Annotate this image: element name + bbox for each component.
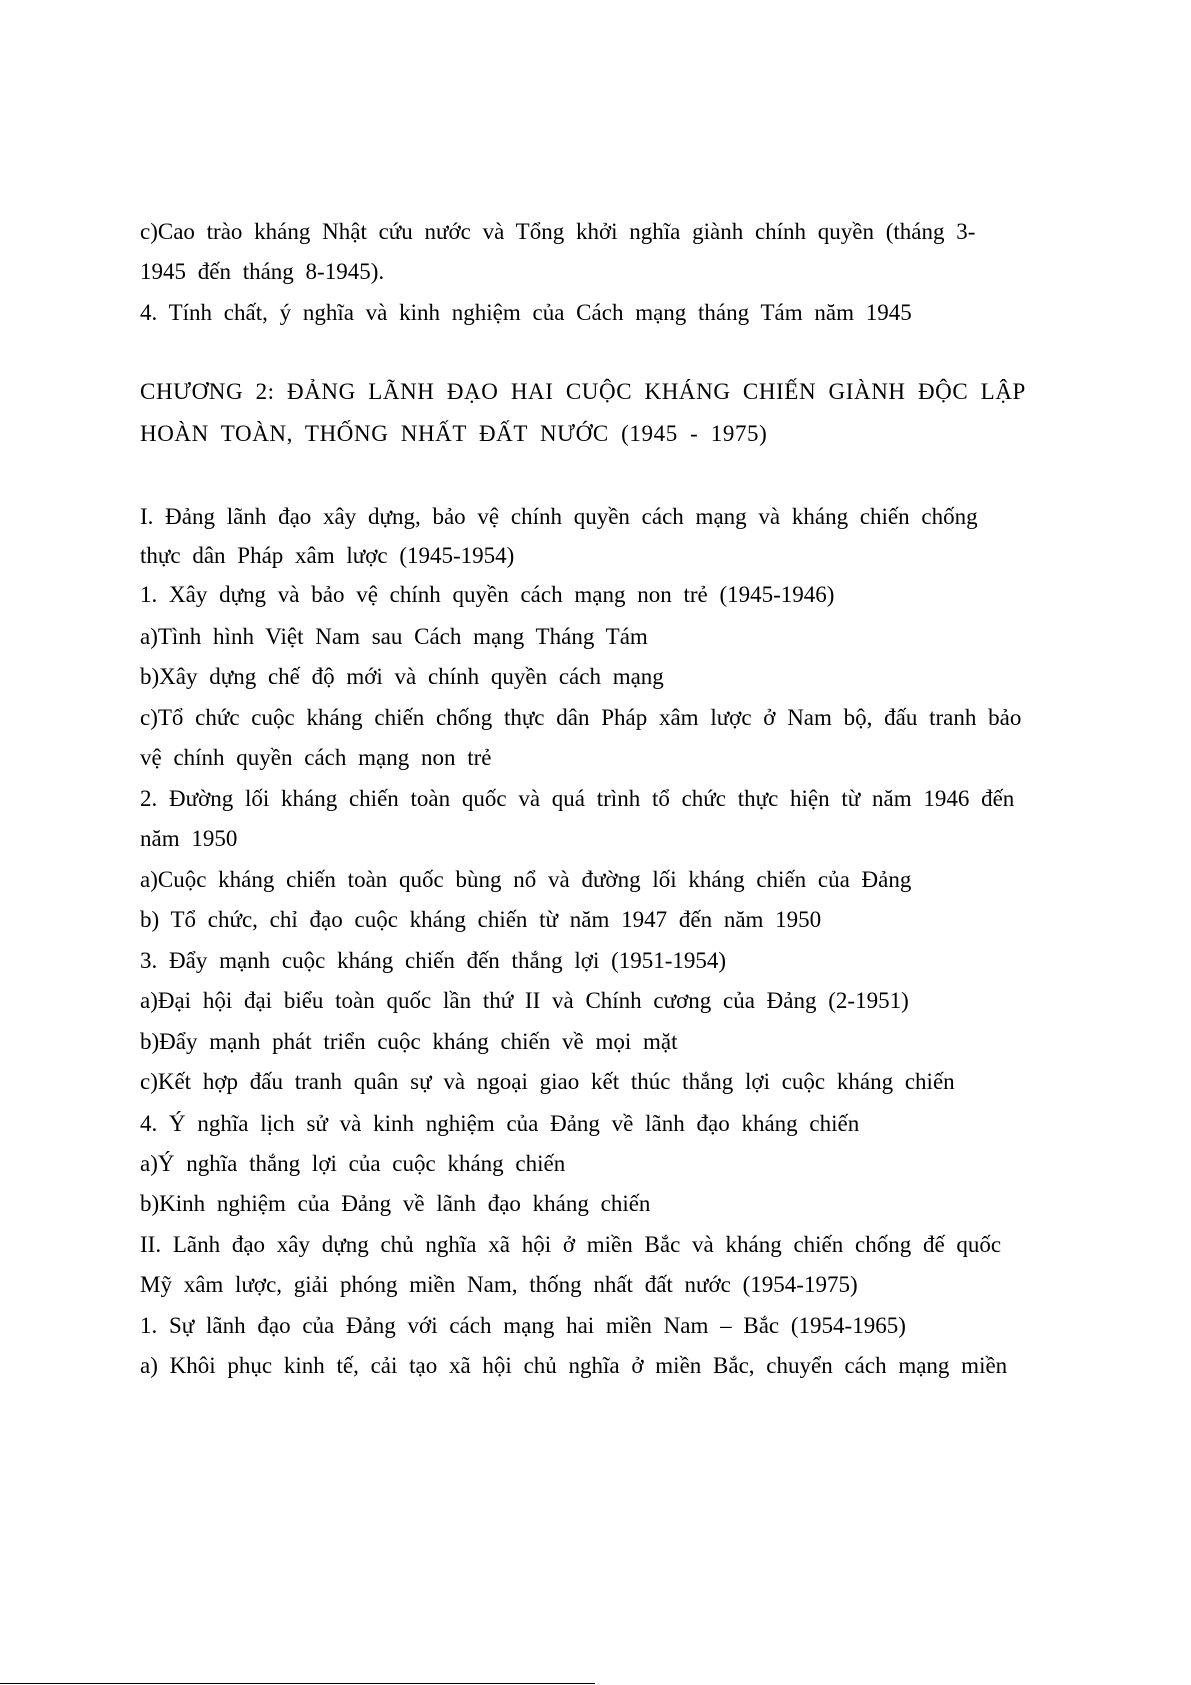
text-line-21: 4. Ý nghĩa lịch sử và kinh nghiệm của Đảng về lãnh đạo kháng chiến bbox=[140, 1111, 860, 1136]
text-line-18: a)Đại hội đại biểu toàn quốc lần thứ II và Chính cương của Đảng (2-1951) bbox=[140, 988, 909, 1013]
text-line-11: c)Tổ chức cuộc kháng chiến chống thực dân Pháp xâm lược ở Nam bộ, đấu tranh bảo bbox=[140, 705, 1022, 730]
text-line-6: I. Đảng lãnh đạo xây dựng, bảo vệ chính quyền cách mạng và kháng chiến chống bbox=[140, 504, 978, 529]
text-line-27: a) Khôi phục kinh tế, cải tạo xã hội chủ nghĩa ở miền Bắc, chuyển cách mạng miền bbox=[140, 1353, 1008, 1378]
text-line-26: 1. Sự lãnh đạo của Đảng với cách mạng hai miền Nam – Bắc (1954-1965) bbox=[140, 1313, 906, 1338]
text-line-14: năm 1950 bbox=[140, 826, 238, 851]
chapter-heading-line-1: CHƯƠNG 2: ĐẢNG LÃNH ĐẠO HAI CUỘC KHÁNG CHIẾN GIÀNH ĐỘC LẬP bbox=[140, 379, 1026, 404]
text-line-23: b)Kinh nghiệm của Đảng về lãnh đạo kháng chiến bbox=[140, 1191, 651, 1216]
chapter-heading-line-2: HOÀN TOÀN, THỐNG NHẤT ĐẤT NƯỚC (1945 - 1975) bbox=[140, 421, 768, 446]
text-line-17: 3. Đẩy mạnh cuộc kháng chiến đến thắng lợi (1951-1954) bbox=[140, 948, 727, 973]
text-line-19: b)Đẩy mạnh phát triển cuộc kháng chiến về mọi mặt bbox=[140, 1029, 678, 1054]
text-line-13: 2. Đường lối kháng chiến toàn quốc và quá trình tổ chức thực hiện từ năm 1946 đến bbox=[140, 786, 1015, 811]
text-line-8: 1. Xây dựng và bảo vệ chính quyền cách mạng non trẻ (1945-1946) bbox=[140, 582, 835, 607]
text-line-25: Mỹ xâm lược, giải phóng miền Nam, thống nhất đất nước (1954-1975) bbox=[140, 1272, 858, 1297]
text-line-9: a)Tình hình Việt Nam sau Cách mạng Tháng Tám bbox=[140, 624, 648, 649]
text-line-24: II. Lãnh đạo xây dựng chủ nghĩa xã hội ở miền Bắc và kháng chiến chống đế quốc bbox=[140, 1232, 1002, 1257]
text-line-3: 4. Tính chất, ý nghĩa và kinh nghiệm của Cách mạng tháng Tám năm 1945 bbox=[140, 300, 912, 325]
text-line-12: vệ chính quyền cách mạng non trẻ bbox=[140, 745, 492, 770]
text-line-16: b) Tổ chức, chỉ đạo cuộc kháng chiến từ năm 1947 đến năm 1950 bbox=[140, 907, 822, 932]
text-line-7: thực dân Pháp xâm lược (1945-1954) bbox=[140, 543, 515, 568]
text-line-15: a)Cuộc kháng chiến toàn quốc bùng nổ và đường lối kháng chiến của Đảng bbox=[140, 867, 912, 892]
text-line-22: a)Ý nghĩa thắng lợi của cuộc kháng chiến bbox=[140, 1151, 566, 1176]
text-line-2: 1945 đến tháng 8-1945). bbox=[140, 259, 385, 284]
footnote-separator bbox=[0, 1683, 595, 1684]
text-line-10: b)Xây dựng chế độ mới và chính quyền cách mạng bbox=[140, 664, 664, 689]
text-line-1: c)Cao trào kháng Nhật cứu nước và Tổng khởi nghĩa giành chính quyền (tháng 3- bbox=[140, 219, 976, 244]
text-line-20: c)Kết hợp đấu tranh quân sự và ngoại giao kết thúc thắng lợi cuộc kháng chiến bbox=[140, 1069, 955, 1094]
